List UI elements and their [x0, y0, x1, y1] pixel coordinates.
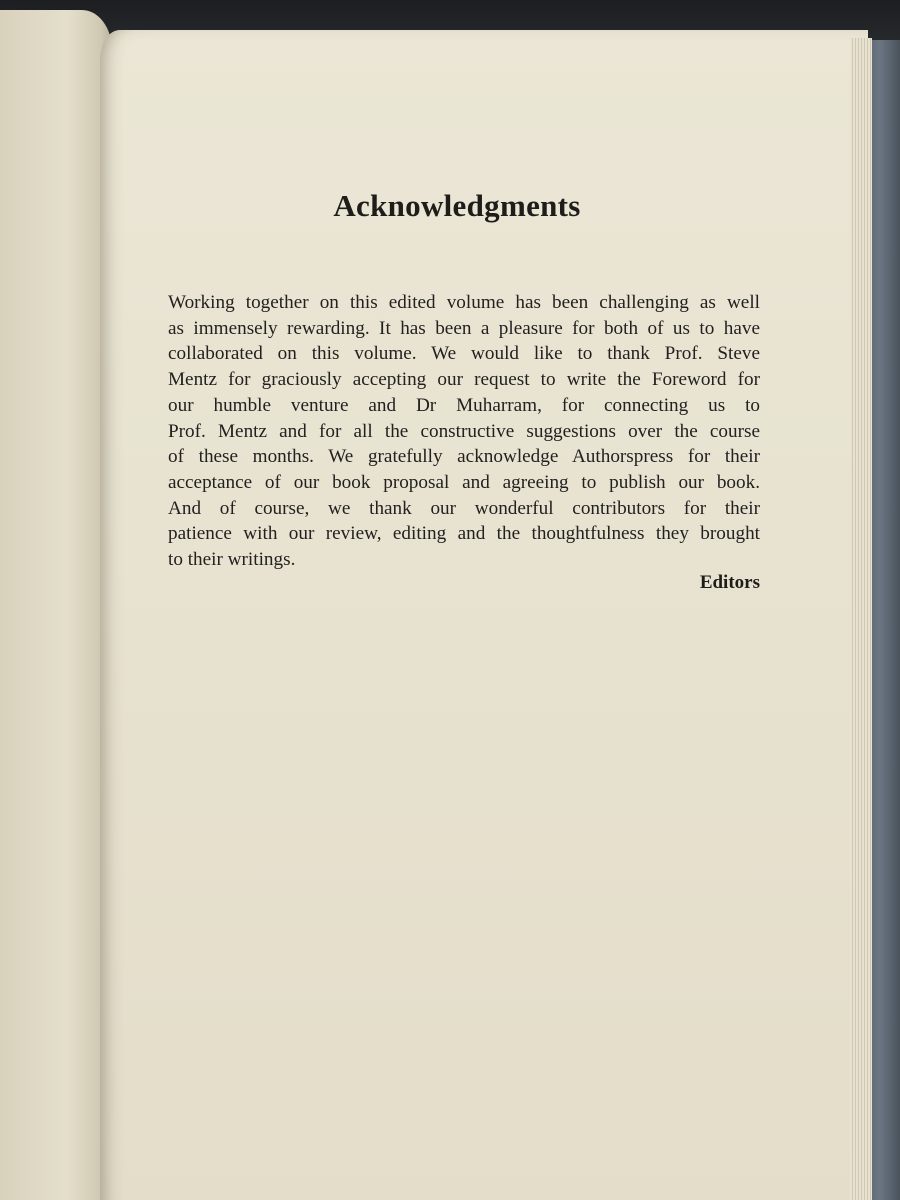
text-line: patience with our review, editing and the thoughtfulness they brought: [168, 523, 760, 545]
text-line: And of course, we thank our wonderful contributors for their: [168, 497, 760, 519]
text-line: our humble venture and Dr Muharram, for connecting us to: [168, 394, 760, 416]
text-line: collaborated on this volume. We would like to thank Prof. Steve: [168, 343, 760, 365]
text-line: Prof. Mentz and for all the constructive suggestions over the course: [168, 420, 760, 442]
left-page: [0, 10, 112, 1200]
text-line: acceptance of our book proposal and agreeing to publish our book.: [168, 471, 760, 493]
page-stack-edge: [850, 38, 872, 1200]
text-line: to their writings.: [168, 549, 296, 571]
text-line: of these months. We gratefully acknowledge Authorspress for their: [168, 446, 760, 468]
text-line: Mentz for graciously accepting our request to write the Foreword for: [168, 369, 760, 391]
acknowledgment-paragraph: [168, 290, 760, 573]
signature-editors: Editors: [699, 572, 760, 593]
page-heading: Acknowledgments: [333, 188, 581, 223]
text-line: Working together on this edited volume has been challenging as well: [168, 292, 760, 313]
text-line: as immensely rewarding. It has been a pleasure for both of us to have: [168, 317, 760, 339]
